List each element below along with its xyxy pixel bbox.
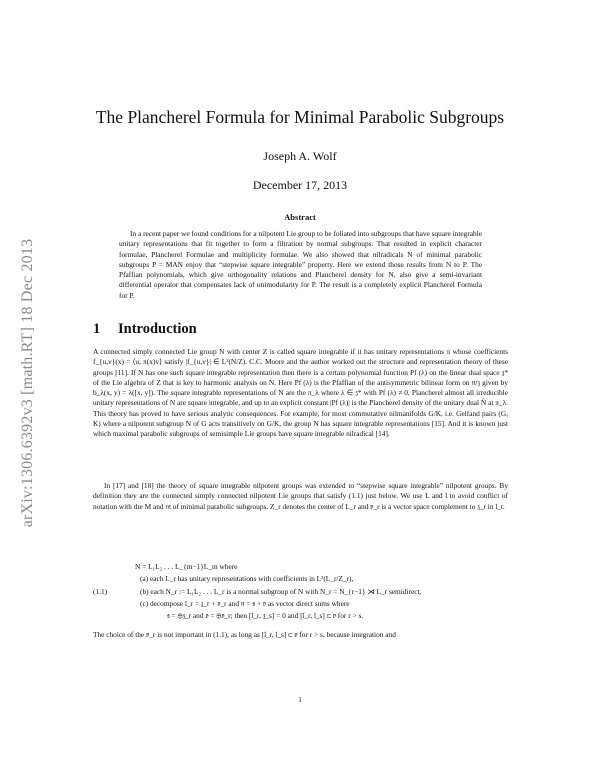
intro-paragraph-1: A connected simply connected Lie group N with center Z is called square integrable if it has unitary representations π whose coefficients f_{u,v}(x) = ⟨u, π(x)v⟩ satisfy |f_{u,v}| ∈ L²(N/Z). C.C. Moore and the author worked out the structure and representation theory of these groups [11]. If N has one such square integrable representation then there is a certain polynomial function Pf (λ) on the linear dual space 𝔷* of the Lie algebra of Z that is key to harmonic analysis on N. Here Pf (λ) is the Pfaffian of the antisymmetric bilinear form on 𝔫/𝔷 given by b_λ(x, y) = λ([x, y]). The square integrable representations of N are the π_λ where λ ∈ 𝔷* with Pf (λ) ≠ 0, Plancherel almost all irreducible unitary representations of N are square integrable, and up to an explicit constant |Pf (λ)| is the Plancherel density of the unitary dual N̂ at π_λ. This theory has proved to have serious analytic consequences. For example, for most commutative nilmanifolds G/K, i.e. Gelfand pairs (G, K) where a nilpotent subgroup N of G acts transitively on G/K, the group N has square integrable representations [15]. And it is known just which maximal parabolic subgroups of semisimple Lie groups have square integrable nilradical [14]. [93, 347, 508, 439]
equation-label: (1.1) [93, 587, 108, 596]
equation-line-c: (c) decompose 𝔩_r = 𝔷_r + 𝔳_r and 𝔫 = 𝔰 + 𝔳 as vector direct sums where [140, 599, 350, 608]
page-number: 1 [298, 695, 302, 704]
paper-date: December 17, 2013 [252, 178, 348, 192]
equation-line-0: N = L₁L₂ . . . L_{m−1}L_m where [135, 562, 238, 571]
equation-line-b: (b) each N_r := L₁L₂ . . . L_r is a normal subgroup of N with N_r = N_{r−1} ⋊ L_r semidirect, [140, 587, 422, 596]
intro-paragraph-2: In [17] and [18] the theory of square integrable nilpotent groups was extended to “stepwise square integrable” nilpotent groups. By definition they are the connected simply connected nilpotent Lie groups that satisfy (1.1) just below. We use L and 𝔩 to avoid conflict of notation with the M and 𝔪 of minimal parabolic subgroups. Z_r denotes the center of L_r and 𝔳_r is a vector space complement to 𝔷_r in 𝔩_r. [93, 481, 508, 511]
paper-title: The Plancherel Formula for Minimal Parabolic Subgroups [95, 107, 505, 127]
intro-paragraph-3: The choice of the 𝔳_r is not important in (1.1), as long as [𝔩_r, 𝔩_s] ⊂ 𝔳 for r > s, because integration and [93, 630, 396, 639]
equation-line-d: 𝔰 = ⊕𝔷_r and 𝔳 = ⊕𝔳_r; then [𝔩_r, 𝔷_s] = 0 and [𝔩_r, 𝔩_s] ⊂ 𝔳 for r > s. [167, 611, 364, 620]
section-title: Introduction [118, 321, 197, 337]
section-heading [93, 321, 197, 338]
arxiv-identifier: arXiv:1306.6392v3 [math.RT] 18 Dec 2013 [19, 238, 36, 528]
paper-author: Joseph A. Wolf [263, 149, 337, 163]
abstract-text: In a recent paper we found conditions for a nilpotent Lie group to be foliated into subgroups that have square integrable unitary representations that fit together to form a filtration by normal subgroups. That resulted in explicit character formulae, Plancherel Formulae and multiplicity formulae. We also showed that nilradicals N of minimal parabolic subgroups P = MAN enjoy that “stepwise square integrable” property. Here we extend those results from N to P. The Pfaffian polynomials, which give orthogonality relations and Plancherel density for N, also give a semi-invariant differential operator that compensates lack of unimodularity for P. The result is a completely explicit Plancherel Formula for P. [119, 229, 482, 300]
abstract-heading: Abstract [284, 212, 316, 222]
equation-line-a: (a) each L_r has unitary representations with coefficients in L²(L_r/Z_r), [140, 574, 354, 583]
section-number: 1 [93, 321, 101, 337]
